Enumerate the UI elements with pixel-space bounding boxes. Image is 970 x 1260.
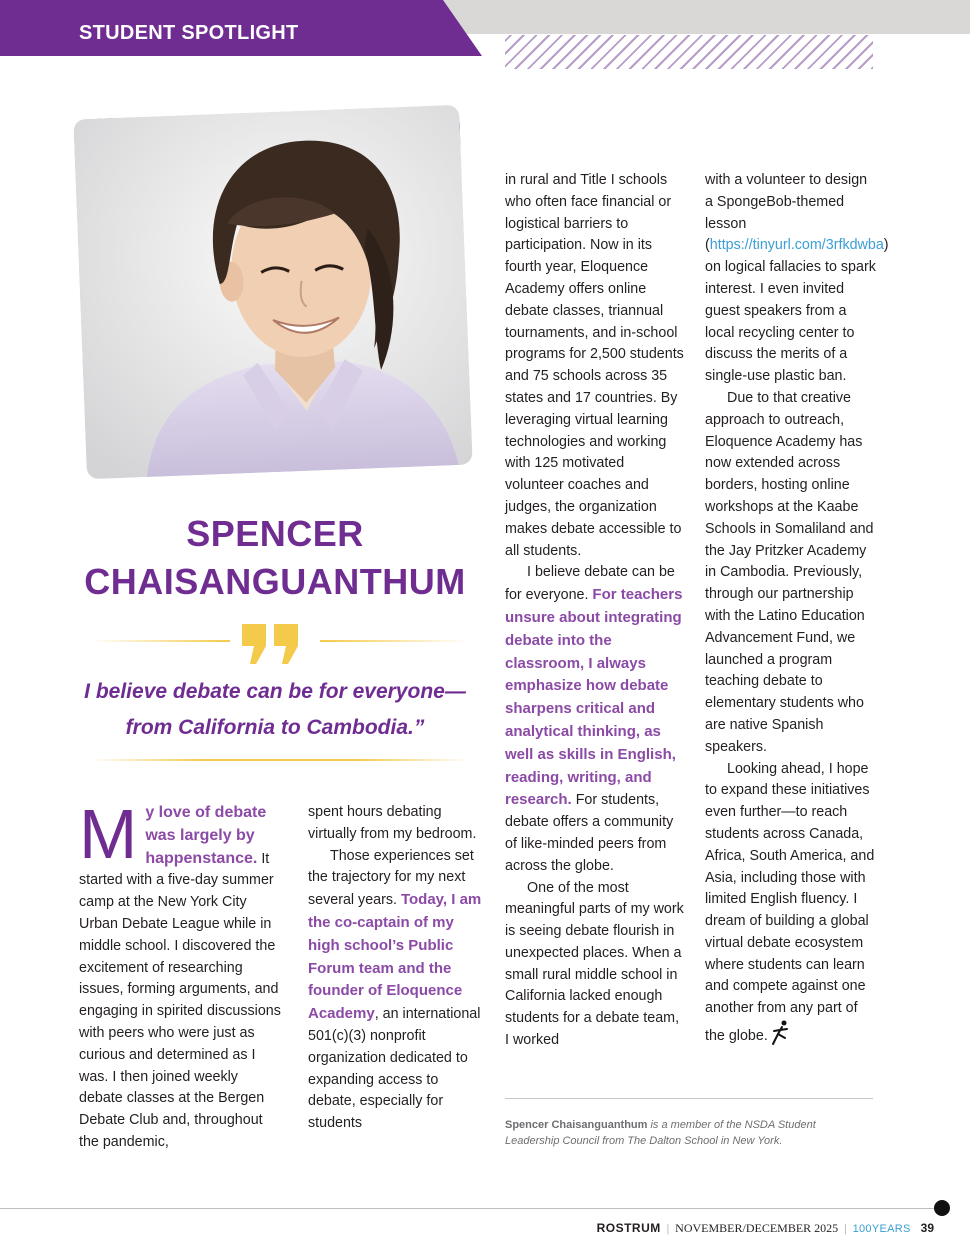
author-bio [505, 1117, 835, 1149]
article-column-2 [308, 802, 484, 1135]
paragraph-text: ) on logical fallacies to spark interest. I even invited guest speakers from a local recycling center to discuss the merits of a single-use plastic ban. [705, 237, 889, 385]
header-grey-band [440, 0, 970, 34]
student-name [80, 510, 470, 606]
article-paragraph [308, 846, 484, 1135]
drop-cap: M [79, 795, 138, 873]
pull-quote [80, 674, 470, 746]
pull-quote-line1: I believe debate can be for everyone— [84, 680, 466, 703]
footer-separator: | [844, 1221, 847, 1235]
page-number: 39 [920, 1221, 934, 1235]
article-paragraph [79, 795, 281, 1154]
article-paragraph: in rural and Title I schools who often face financial or logistical barriers to participation. Now in its fourth year, Eloquence Academy offers online debate classes, triannual tournaments, and in-school programs for 2,500 students and 75 schools across 35 states and 17 countries. By leveraging virtual learning technologies and working with 125 motivated volunteer coaches and judges, the organization makes debate accessible to all students. [505, 172, 684, 559]
footer-rule [0, 1208, 940, 1209]
header-hatch-pattern [505, 35, 873, 69]
article-paragraph [705, 170, 889, 388]
quote-rule-bottom [90, 759, 470, 761]
issue-date: NOVEMBER/DECEMBER 2025 [675, 1221, 839, 1235]
paragraph-text: Looking ahead, I hope to expand these initiatives even further—to reach students across Canada, Africa, South America, and Asia, including those with limited English fluency. I dream of building a global virtual debate ecosystem where students can learn and compete against one another from any part of the globe. [705, 760, 875, 1045]
paragraph-text: Those experiences set the trajectory for my next several years. [308, 847, 474, 909]
student-name-line1: SPENCER [186, 513, 364, 554]
page-footer [597, 1221, 934, 1236]
footer-separator: | [666, 1221, 670, 1235]
bio-text: is a member of the NSDA Student Leadership Council from The Dalton School in New York. [505, 1119, 816, 1147]
anniversary-logo: 100YEARS [852, 1223, 911, 1235]
lead-in-text: y love of debate was largely by happenstance. [145, 804, 267, 867]
article-column-3 [505, 170, 685, 1052]
article-column-4 [705, 170, 889, 1048]
article-paragraph [505, 562, 685, 877]
article-paragraph: One of the most meaningful parts of my work is seeing debate flourish in unexpected places. When a small rural middle school in California lacked enough students for a debate team, I worked [505, 879, 684, 1049]
student-name-line2: CHAISANGUANTHUM [84, 561, 466, 602]
pull-quote-line2: from California to Cambodia.” [125, 716, 425, 739]
article-paragraph [705, 759, 877, 1048]
footer-dot [934, 1200, 950, 1216]
publication-name: ROSTRUM [596, 1221, 661, 1235]
tinyurl-link[interactable]: https://tinyurl.com/3rfkdwba [709, 237, 884, 254]
student-portrait-photo [73, 105, 473, 480]
quote-rule-left [90, 640, 230, 642]
paragraph-text: For students, debate offers a community of like-minded peers from across the globe. [505, 792, 674, 874]
highlighted-text: For teachers unsure about integrating debate into the classroom, I always emphasize how debate sharpens critical and analytical thinking, as well as skills in English, reading, writing, and research. [505, 586, 683, 809]
article-paragraph: Due to that creative approach to outreach, Eloquence Academy has now extended across borders, hosting online workshops at the Kaabe Schools in Somaliland and the Jay Pritzker Academy in Cambodia. Previously, through our partnership with the Latino Education Advancement Fund, we launched a program teaching debate to elementary students who are native Spanish speakers. [705, 389, 874, 755]
quote-rule-right [320, 640, 470, 642]
paragraph-text: with a volunteer to design a SpongeBob-themed lesson ( [705, 172, 868, 254]
article-column-1 [79, 795, 281, 1154]
article-paragraph: spent hours debating virtually from my bedroom. [308, 804, 477, 842]
bio-divider [505, 1098, 873, 1099]
highlighted-text: Today, I am the co-captain of my high school’s Public Forum team and the founder of Eloquence Academy [308, 891, 482, 1023]
paragraph-text: It started with a five-day summer camp at the New York City Urban Debate League while in middle school. I discovered the excitement of researching issues, forming arguments, and engaging in spirited discussions with peers who were just as curious and determined as I was. I then joined weekly debate classes at the Bergen Debate Club and, throughout the pandemic, [79, 850, 281, 1150]
quote-mark-icon [240, 620, 302, 668]
paragraph-text: , an international 501(c)(3) nonprofit organization dedicated to expanding access to debate, especially for students [308, 1006, 481, 1132]
section-title: STUDENT SPOTLIGHT [79, 22, 299, 44]
end-mark-icon [770, 1020, 790, 1046]
bio-name: Spencer Chaisanguanthum [505, 1119, 648, 1131]
paragraph-text: I believe debate can be for everyone. [505, 564, 675, 604]
